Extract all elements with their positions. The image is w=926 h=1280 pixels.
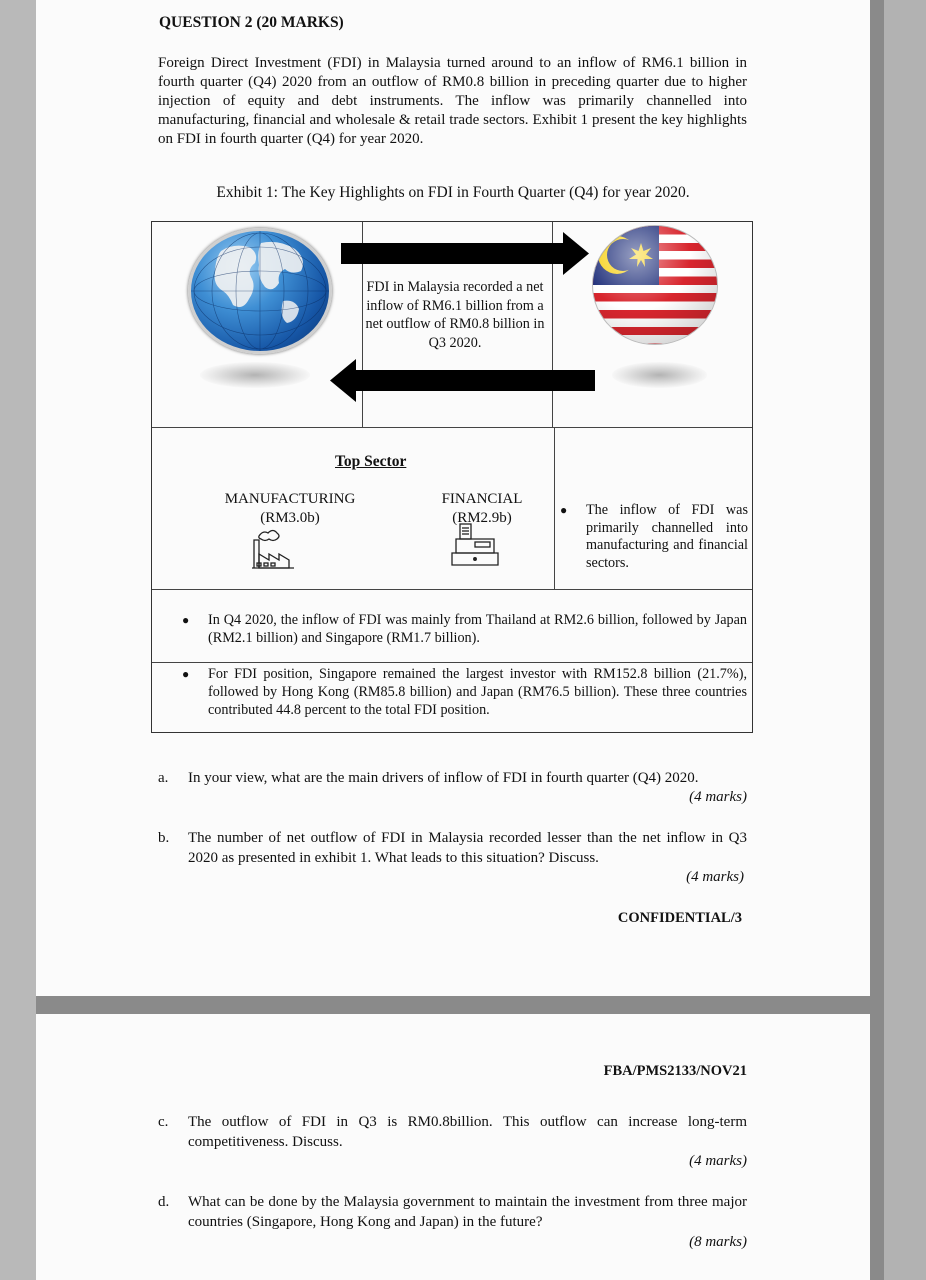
question-b-text: The number of net outflow of FDI in Malaysia recorded lesser than the net inflow in Q3 2020 as presented in exhibit 1. What leads to this situation? Discuss.	[188, 830, 747, 866]
right-background-edge	[884, 0, 926, 1280]
flag-gloss	[593, 226, 717, 344]
question-c-text: The outflow of FDI in Q3 is RM0.8billion. This outflow can increase long-term competitiveness. Discuss.	[188, 1114, 747, 1150]
confidential-footer: CONFIDENTIAL/3	[617, 910, 742, 926]
grid-line	[152, 589, 752, 590]
globe-shadow	[200, 362, 310, 388]
question-d-letter: d.	[158, 1194, 170, 1210]
sector-financial-value: (RM2.9b)	[452, 510, 512, 526]
document-page-2	[36, 1014, 870, 1280]
course-code-header: FBA/PMS2133/NOV21	[603, 1063, 747, 1079]
question-a-letter: a.	[158, 770, 169, 786]
globe-icon	[188, 228, 332, 354]
question-d-text: What can be done by the Malaysia government to maintain the investment from three major countries (Singapore, Hong Kong and Japan) in the future?	[188, 1194, 747, 1230]
sector-financial-name: FINANCIAL	[441, 491, 523, 507]
cash-register-icon	[450, 520, 500, 568]
sector-manufacturing-name: MANUFACTURING	[224, 491, 356, 507]
question-d-marks: (8 marks)	[689, 1234, 747, 1250]
question-b-letter: b.	[158, 830, 170, 846]
grid-line	[554, 427, 555, 589]
document-page-1	[36, 0, 870, 996]
grid-line	[152, 427, 752, 428]
question-a-marks: (4 marks)	[689, 789, 747, 805]
fdi-flow-text: FDI in Malaysia recorded a net inflow of RM6.1 billion from a net outflow of RM0.8 billion in Q3 2020.	[365, 279, 545, 351]
sector-note-text: The inflow of FDI was primarily channelled into manufacturing and financial sectors.	[586, 502, 748, 571]
question-title: QUESTION 2 (20 MARKS)	[159, 14, 344, 31]
question-c-marks: (4 marks)	[689, 1153, 747, 1169]
highlight-bullet-1-text: In Q4 2020, the inflow of FDI was mainly from Thailand at RM2.6 billion, followed by Japan (RM2.1 billion) and Singapore (RM1.7 billion).	[208, 612, 747, 646]
question-c-letter: c.	[158, 1114, 169, 1130]
highlight-bullet-2-text: For FDI position, Singapore remained the largest investor with RM152.8 billion (21.7%), followed by Hong Kong (RM85.8 billion) and Japan (RM76.5 billion). These three countries contributed 44.8 percent to the total FDI position.	[208, 666, 747, 718]
top-sector-title: Top Sector	[335, 453, 407, 470]
question-a-text: In your view, what are the main drivers of inflow of FDI in fourth quarter (Q4) 2020.	[188, 770, 699, 786]
grid-line	[152, 662, 752, 663]
sector-manufacturing	[210, 490, 370, 528]
malaysia-flag-icon	[592, 225, 718, 345]
sector-manufacturing-value: (RM3.0b)	[260, 510, 320, 526]
left-background-edge	[0, 0, 36, 1280]
intro-paragraph: Foreign Direct Investment (FDI) in Malaysia turned around to an inflow of RM6.1 billion in fourth quarter (Q4) 2020 from an outflow of RM0.8 billion in preceding quarter due to higher injection of equity and debt instruments. The inflow was primarily channelled into manufacturing, financial and wholesale & retail trade sectors. Exhibit 1 present the key highlights on FDI in fourth quarter (Q4) for year 2020.	[158, 55, 747, 147]
factory-icon	[250, 526, 298, 570]
question-b-marks: (4 marks)	[686, 869, 744, 885]
exhibit-caption: Exhibit 1: The Key Highlights on FDI in Fourth Quarter (Q4) for year 2020.	[216, 184, 690, 201]
exhibit-table: FDI in Malaysia recorded a net inflow of RM6.1 billion from a net outflow of RM0.8 billion in Q3 2020. Top Sector MANUFACTURING (RM3.0b) FINANCIAL (RM2.9b) ● The inflow of FDI was primarily channelled into manufacturing and financial sectors. ● In Q4 2020, the inflow of FDI was mainly from Thailand at RM2.6 billion, followed by Japan (RM2.1 billion) and Singapore (RM1.7 billion). ● For FDI position, Singapore remained the largest investor with RM152.8 billion (21.7%), followed by Hong Kong (RM85.8 billion) and Japan (RM76.5 billion). These three countries contributed 44.8 percent to the total FDI position.	[151, 221, 753, 733]
flag-shadow	[612, 362, 707, 388]
